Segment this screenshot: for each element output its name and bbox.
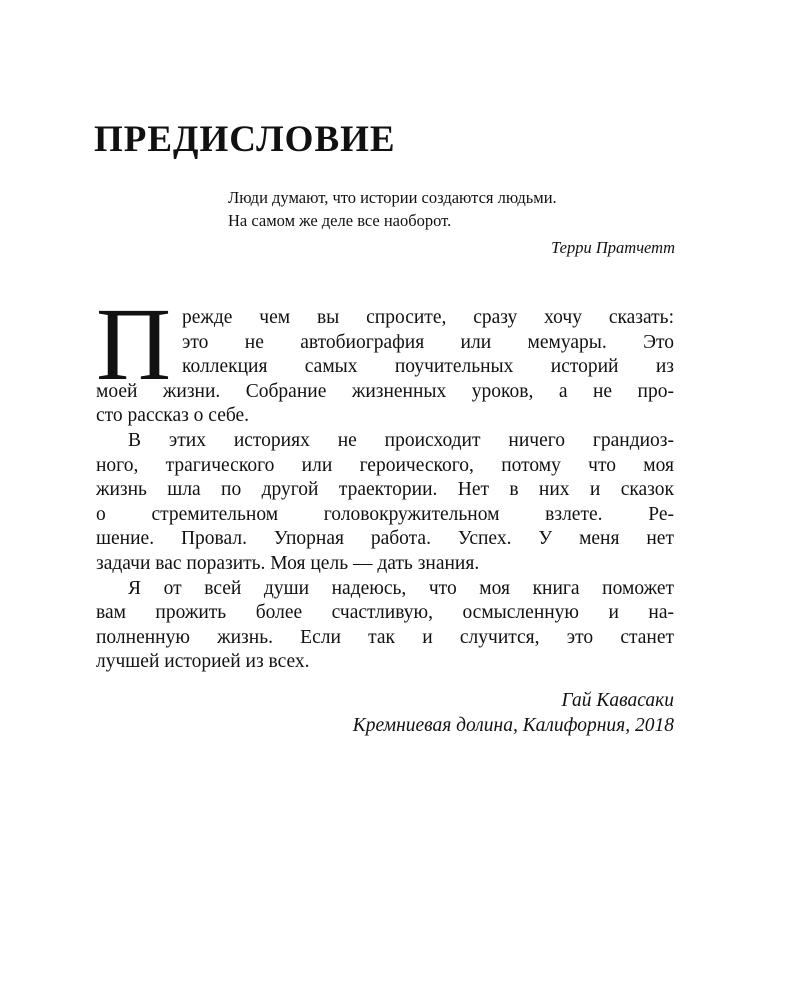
text-line: ного, трагического или героического, потому что моя [96, 454, 674, 476]
text-line: полненную жизнь. Если так и случится, это станет [96, 626, 674, 648]
text-line: это не автобиография или мемуары. Это [182, 331, 674, 353]
page-title: ПРЕДИСЛОВИЕ [94, 119, 396, 160]
paragraph [96, 577, 674, 675]
signature-name: Гай Кавасаки [561, 690, 674, 711]
text-line: вам прожить более счастливую, осмысленную и на- [96, 602, 674, 624]
epigraph-line: На самом же деле все наоборот. [228, 211, 452, 230]
epigraph-line: Люди думают, что истории создаются людьми. [228, 188, 557, 207]
signature [353, 688, 674, 738]
epigraph [228, 186, 675, 259]
signature-place-date: Кремниевая долина, Калифорния, 2018 [352, 715, 674, 736]
drop-cap: П [96, 287, 172, 402]
text-line: шение. Провал. Упорная работа. Успех. У меня нет [96, 528, 674, 550]
body-text [96, 287, 674, 675]
text-line: моей жизни. Собрание жизненных уроков, а не про- [96, 380, 674, 402]
paragraph [96, 429, 674, 577]
text-line: В этих историях не происходит ничего грандиоз- [128, 429, 674, 451]
text-line: режде чем вы спросите, сразу хочу сказать: [182, 307, 674, 328]
text-line: Я от всей души надеюсь, что моя книга поможет [128, 577, 674, 599]
paragraph [96, 306, 674, 429]
text-line: коллекция самых поучительных историй из [182, 356, 674, 378]
text-line: задачи вас поразить. Моя цель — дать знания. [96, 552, 480, 574]
text-line: жизнь шла по другой траектории. Нет в них и сказок [96, 479, 674, 501]
epigraph-author: Терри Пратчетт [551, 238, 675, 257]
text-line: сто рассказ о себе. [96, 405, 250, 427]
text-line: лучшей историей из всех. [96, 651, 310, 673]
text-line: о стремительном головокружительном взлете. Ре- [96, 503, 674, 525]
